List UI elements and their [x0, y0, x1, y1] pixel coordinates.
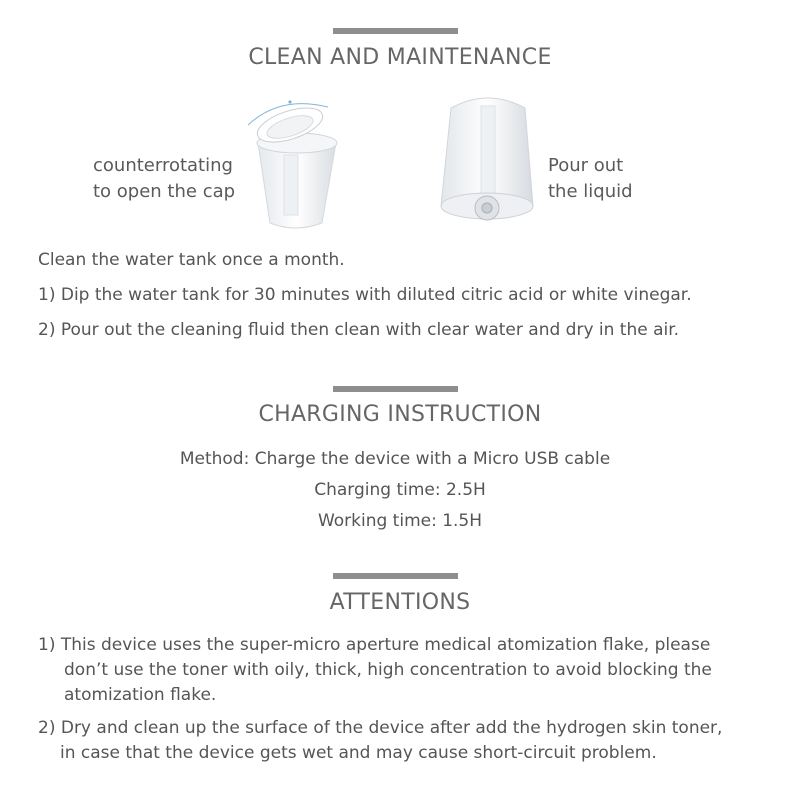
section-divider-charging	[333, 386, 458, 392]
attention-item-1-line2: don’t use the toner with oily, thick, high concentration to avoid blocking the	[64, 660, 712, 680]
clean-heading: CLEAN AND MAINTENANCE	[248, 45, 552, 70]
attentions-heading: ATTENTIONS	[329, 590, 471, 615]
clean-intro: Clean the water tank once a month.	[38, 250, 345, 270]
caption-open-cap-line1: counterrotating	[93, 155, 233, 176]
pour-liquid-illustration	[433, 88, 543, 233]
attention-item-1-line3: atomization flake.	[64, 685, 217, 705]
open-cap-illustration	[240, 95, 350, 235]
charging-time: Charging time: 2.5H	[314, 480, 486, 500]
caption-pour-liquid	[548, 153, 633, 205]
clean-step-2: 2) Pour out the cleaning fluid then clean with clear water and dry in the air.	[38, 320, 680, 340]
section-divider-attentions	[333, 573, 458, 579]
attention-item-1-line1: 1) This device uses the super-micro aperture medical atomization flake, please	[38, 635, 711, 655]
section-divider-clean	[333, 28, 458, 34]
charging-method: Method: Charge the device with a Micro USB cable	[179, 449, 611, 469]
working-time: Working time: 1.5H	[317, 511, 483, 531]
caption-pour-liquid-line2: the liquid	[548, 181, 633, 202]
caption-open-cap-line2: to open the cap	[93, 181, 236, 202]
clean-step-1: 1) Dip the water tank for 30 minutes with diluted citric acid or white vinegar.	[38, 285, 692, 305]
caption-open-cap	[93, 153, 235, 205]
attention-item-2-line2: in case that the device gets wet and may cause short-circuit problem.	[60, 743, 657, 763]
charging-heading: CHARGING INSTRUCTION	[258, 402, 542, 427]
caption-pour-liquid-line1: Pour out	[548, 155, 624, 176]
attention-item-2-line1: 2) Dry and clean up the surface of the device after add the hydrogen skin toner,	[38, 718, 723, 738]
